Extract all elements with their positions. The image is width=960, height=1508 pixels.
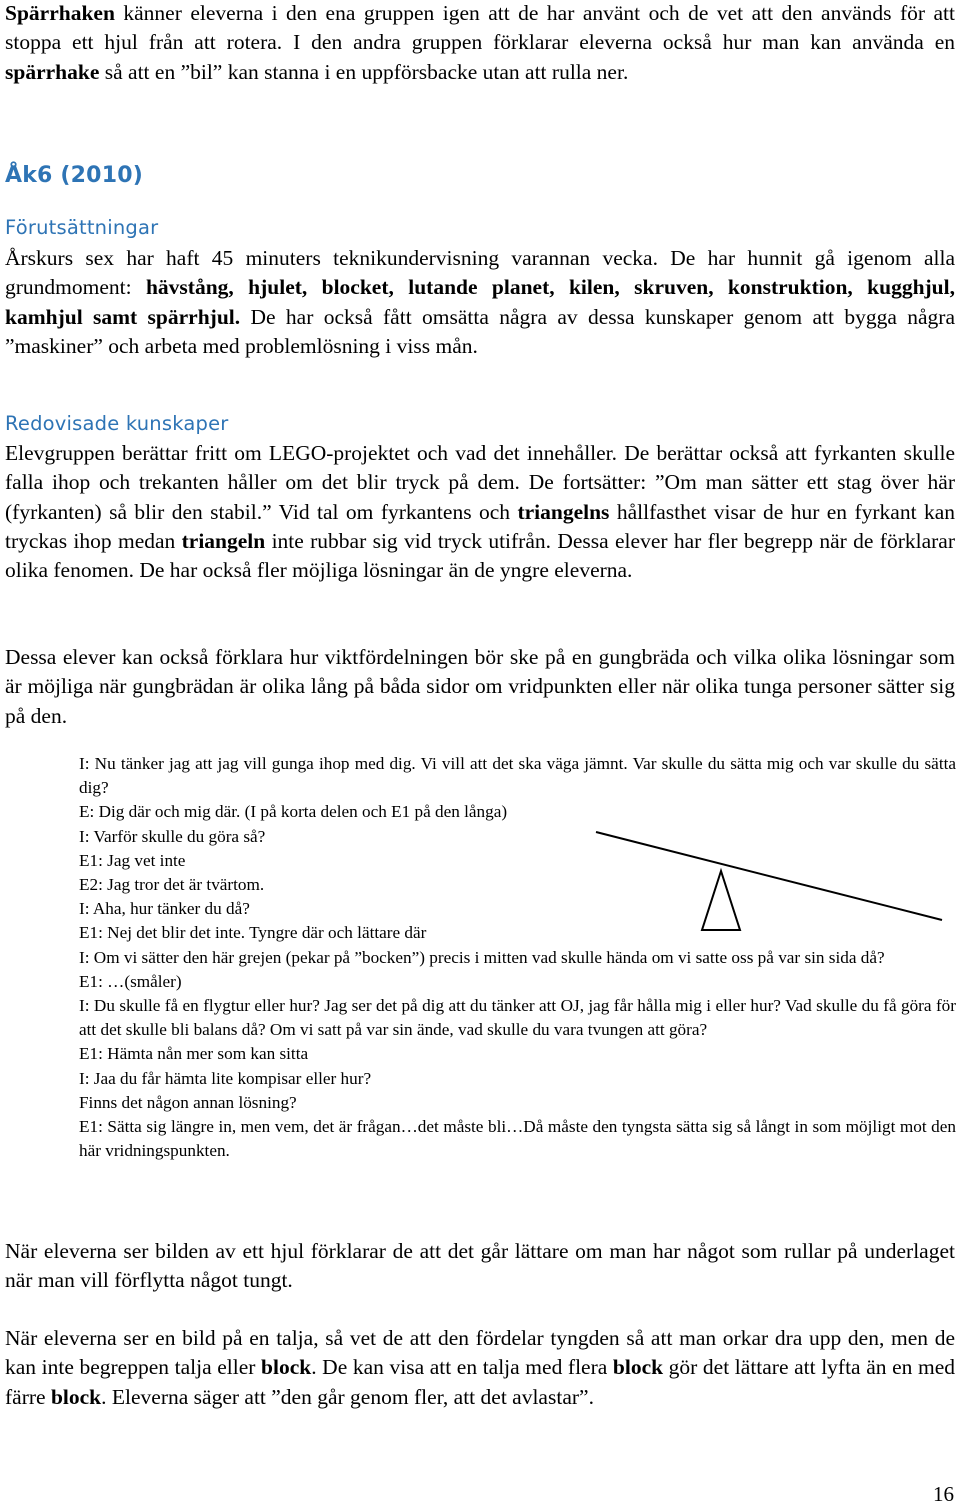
bold-term: block	[261, 1355, 312, 1380]
interview-line: E2: Jag tror det är tvärtom.	[79, 875, 265, 895]
text-run: De har också fått omsätta några av dessa kunskaper genom att bygga några ”maskiner” och arbeta med problemlösning i viss mån.	[5, 304, 955, 358]
bold-term: triangeln	[181, 528, 266, 553]
page-number: 16	[933, 1482, 954, 1506]
interview-line: E1: Sätta sig längre in, men vem, det är frågan…det måste bli…Då måste den tyngsta sätta sig så långt in som möjligt mot den här vridningspunkten.	[79, 1117, 956, 1161]
text-run: så att en ”bil” kan stanna i en uppförsbacke utan att rulla ner.	[99, 59, 629, 84]
interview-line: I: Du skulle få en flygtur eller hur? Jag ser det på dig att du tänker att OJ, jag får hålla mig i eller hur? Vad skulle du få göra för att det skulle bli balans då? Om vi satt på var sin ände, vad skulle du vara tvungen att göra?	[79, 996, 956, 1040]
bold-term: spärrhake	[5, 59, 100, 84]
text-run: gör det lättare att lyfta än en med färre	[5, 1355, 955, 1409]
wheel-paragraph: När eleverna ser bilden av ett hjul förklarar de att det går lättare om man har något som rullar på underlaget när man vill förflytta något tungt.	[5, 1239, 955, 1293]
prerequisites-heading: Förutsättningar	[5, 216, 159, 239]
bold-term: block	[612, 1355, 664, 1380]
interview-line: E: Dig där och mig där. (I på korta delen och E1 på den långa)	[79, 802, 508, 822]
bold-term: Spärrhaken	[5, 1, 115, 25]
text-run: inte rubbar sig vid tryck utifrån. Dessa elever har fler begrepp när de förklarar olika fenomen. De har också fler möjliga lösningar än de yngre eleverna.	[5, 528, 956, 583]
interview-line: E1: Nej det blir det inte. Tyngre där och lättare där	[79, 923, 427, 943]
prerequisites-paragraph	[5, 244, 955, 361]
text-run: När eleverna ser en bild på en talja, så vet de att den fördelar tyngden så att man orkar dra upp den, men de kan inte begreppen talja eller	[5, 1326, 955, 1380]
interview-line: I: Nu tänker jag att jag vill gunga ihop med dig. Vi vill att det ska väga jämnt. Var skulle du sätta mig och var skulle du sätta dig?	[79, 754, 956, 798]
interview-transcript	[79, 752, 956, 1163]
interview-line: Finns det någon annan lösning?	[79, 1092, 297, 1112]
bold-term: triangelns	[517, 499, 610, 524]
bold-term: block	[50, 1384, 102, 1409]
text-run: Elevgruppen berättar fritt om LEGO-projektet och vad det innehåller. De berättar också att fyrkanten skulle falla ihop och trekanten håller om det blir tryck på dem. De fortsätter: ”Om man sätter ett stag över här (fyrkanten) så blir den stabil.” Vid tal om fyrkantens och	[5, 441, 955, 524]
interview-line: E1: Jag vet inte	[79, 850, 186, 870]
seesaw-plank	[596, 832, 942, 920]
knowledge-paragraph-2: Dessa elever kan också förklara hur viktfördelningen bör ske på en gungbräda och vilka olika lösningar som är möjliga när gungbrädan är olika lång på båda sidor om vridpunkten eller när olika tunga personer sätter sig på den.	[5, 645, 955, 728]
intro-paragraph	[5, 0, 955, 87]
interview-line: I: Aha, hur tänker du då?	[79, 899, 250, 919]
bold-term: hävstång, hjulet, blocket, lutande planet, kilen, skruven, konstruktion, kugghjul, kamhjul samt spärrhjul.	[5, 275, 955, 329]
knowledge-paragraph-1	[5, 439, 955, 585]
text-run: känner eleverna i den ena gruppen igen att de har använt och de vet att den används för att stoppa ett hjul från att rotera. I den andra gruppen förklarar eleverna också hur man kan använda en	[5, 1, 955, 55]
knowledge-heading: Redovisade kunskaper	[5, 412, 229, 435]
interview-line: E1: Hämta nån mer som kan sitta	[79, 1044, 309, 1064]
section-title: Åk6 (2010)	[5, 163, 143, 188]
pulley-paragraph	[5, 1324, 955, 1412]
text-run: hållfasthet visar de hur en fyrkant kan tryckas ihop medan	[5, 499, 956, 553]
interview-line: E1: …(småler)	[79, 971, 182, 991]
text-run: Årskurs sex har haft 45 minuters teknikundervisning varannan vecka. De har hunnit gå igenom alla grundmoment:	[5, 246, 955, 300]
seesaw-diagram	[590, 820, 950, 940]
seesaw-fulcrum	[702, 871, 740, 930]
interview-line: I: Varför skulle du göra så?	[79, 826, 266, 846]
text-run: . Eleverna säger att ”den går genom fler, att det avlastar”.	[101, 1384, 594, 1409]
interview-line: I: Om vi sätter den här grejen (pekar på ”bocken”) precis i mitten vad skulle hända om vi satte oss på var sin sida då?	[79, 947, 885, 967]
text-run: . De kan visa att en talja med flera	[311, 1355, 613, 1380]
interview-line: I: Jaa du får hämta lite kompisar eller hur?	[79, 1068, 372, 1088]
